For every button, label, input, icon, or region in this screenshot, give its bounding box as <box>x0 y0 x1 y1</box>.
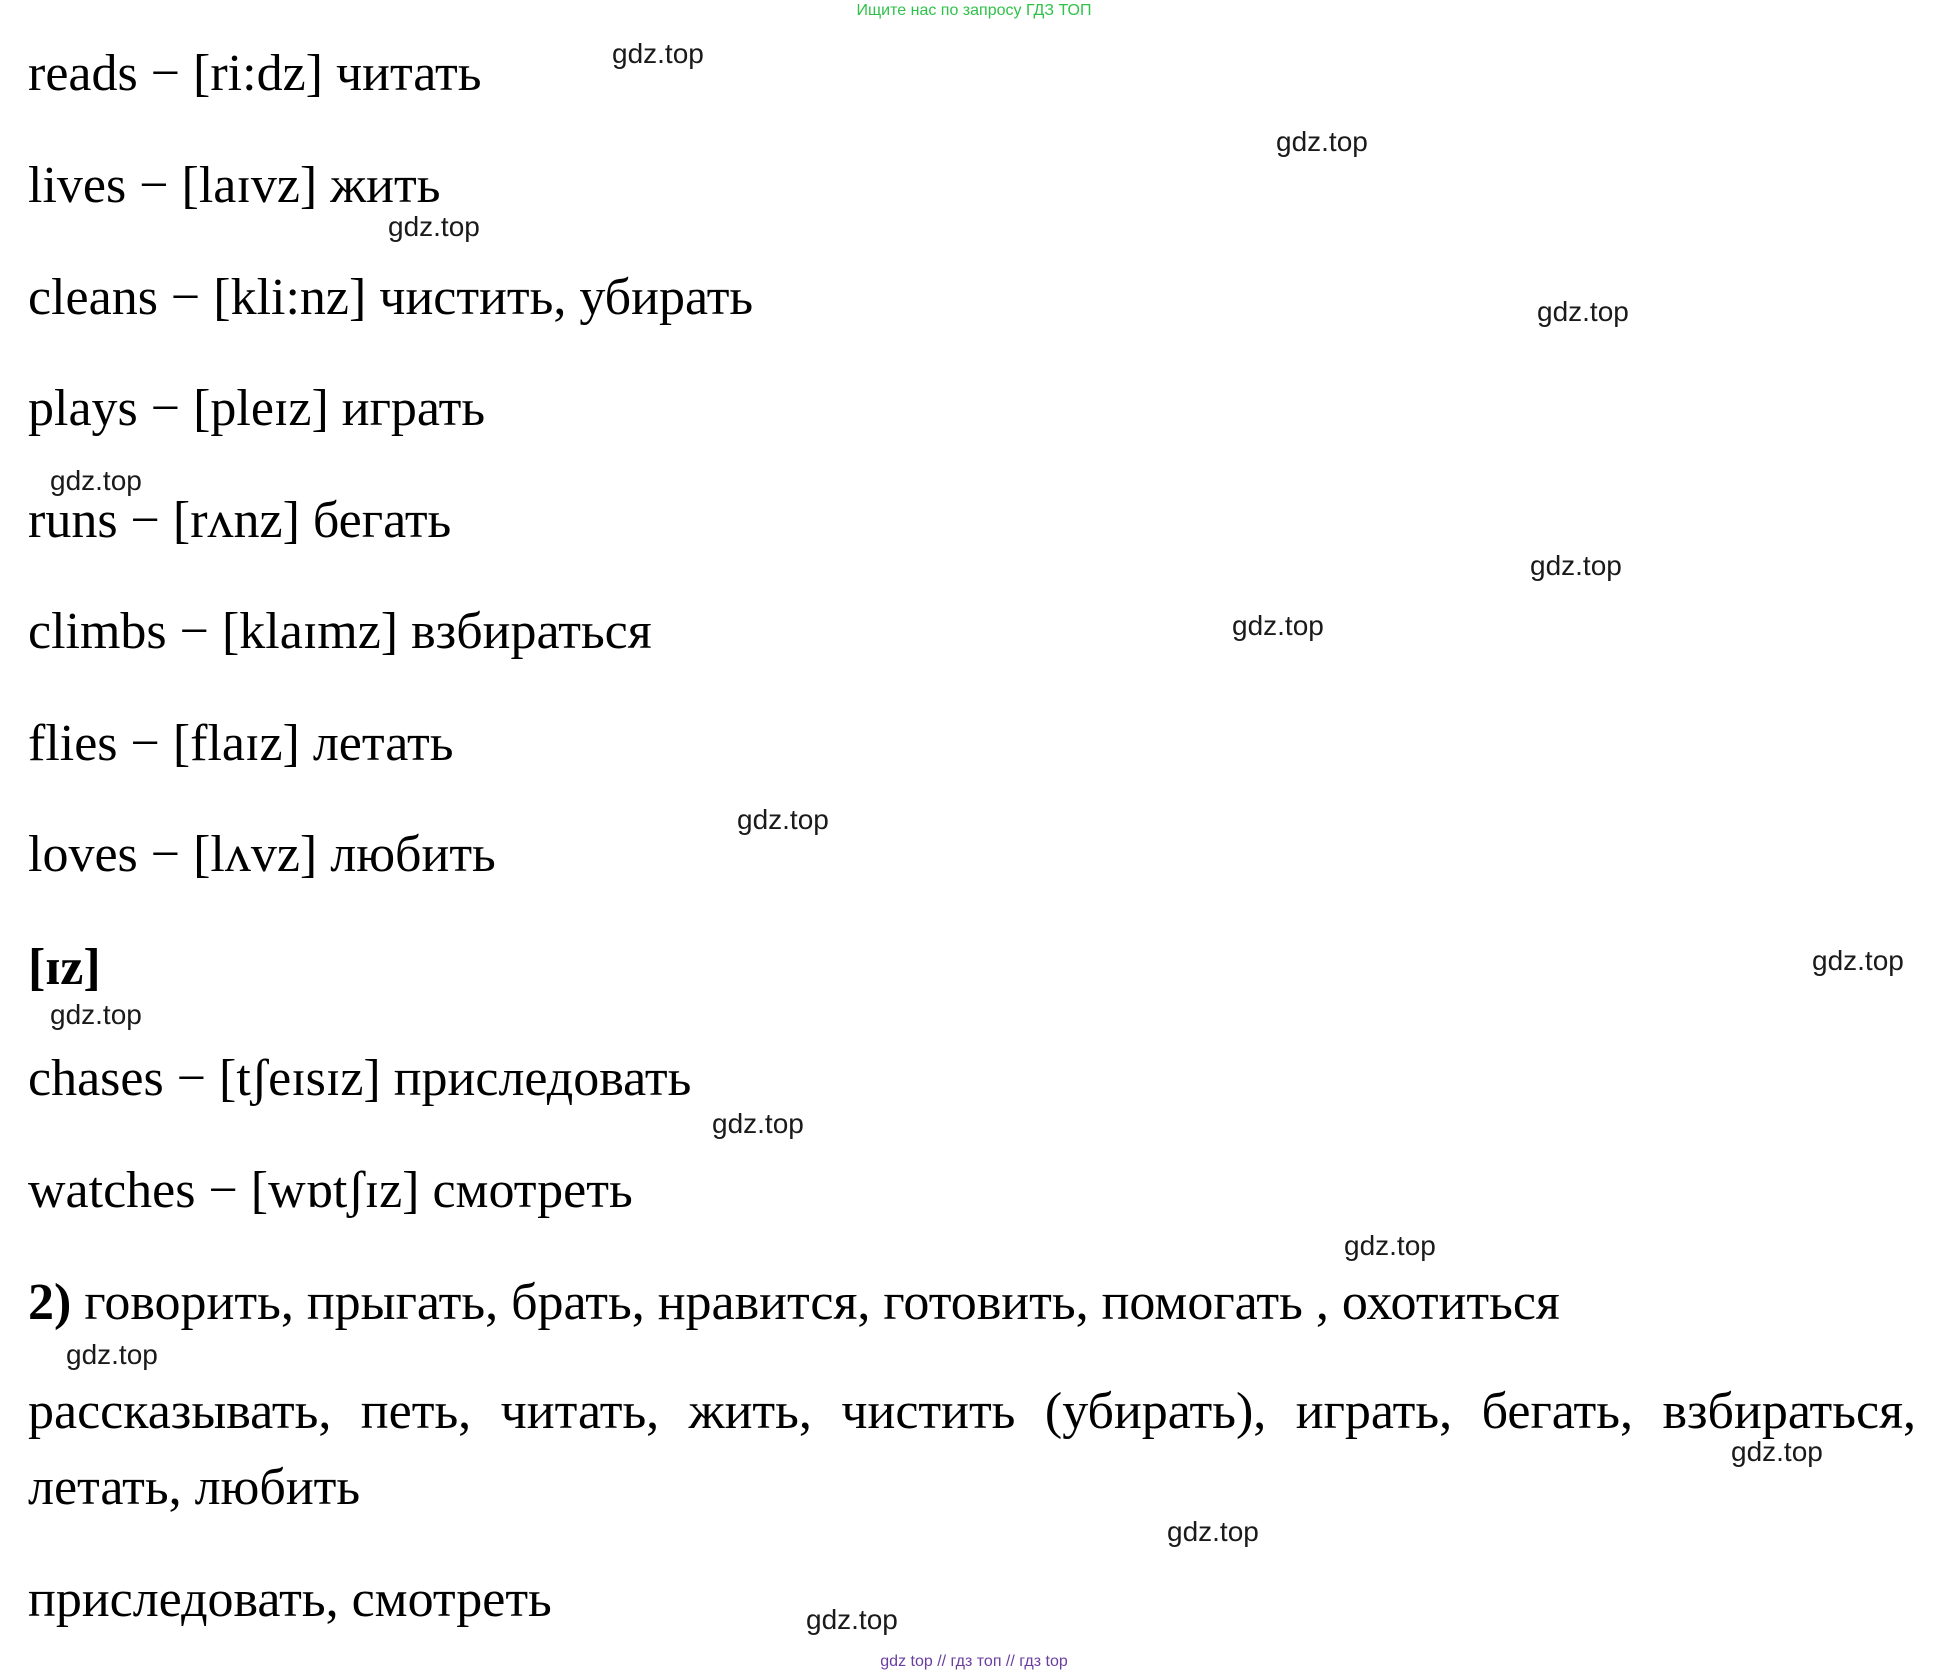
part2-number: 2) <box>28 1274 72 1331</box>
iz-heading: [ɪz] <box>28 939 101 996</box>
watermark: gdz.top <box>1812 945 1904 976</box>
entry-loves: loves − [lʌvz] любить <box>28 826 496 883</box>
entry-reads: reads − [ri:dz] читать <box>28 45 482 102</box>
entry-watches: watches − [wɒtʃɪz] смотреть <box>28 1162 633 1219</box>
watermark: gdz.top <box>50 465 142 496</box>
part2-line1 <box>28 1274 1560 1331</box>
entry-flies: flies − [flaɪz] летать <box>28 715 454 772</box>
watermark: gdz.top <box>612 38 704 69</box>
header-note: Ищите нас по запросу ГДЗ ТОП <box>856 2 1092 19</box>
watermark: gdz.top <box>1167 1516 1259 1547</box>
watermark: gdz.top <box>1344 1230 1436 1261</box>
watermark: gdz.top <box>806 1604 898 1635</box>
entry-lives: lives − [laɪvz] жить <box>28 157 441 214</box>
part2-line3: приследовать, смотреть <box>28 1571 552 1628</box>
watermark: gdz.top <box>1731 1436 1823 1467</box>
entry-runs: runs − [rʌnz] бегать <box>28 492 452 549</box>
entry-plays: plays − [pleɪz] играть <box>28 380 486 437</box>
entry-chases: chases − [tʃeɪsɪz] приследовать <box>28 1050 692 1107</box>
watermark: gdz.top <box>712 1108 804 1139</box>
watermark: gdz.top <box>66 1339 158 1370</box>
entry-cleans: cleans − [kli:nz] чистить, убирать <box>28 269 754 326</box>
watermark: gdz.top <box>737 804 829 835</box>
part2-line2: рассказывать, петь, читать, жить, чистить (убирать), играть, бегать, взбираться, летать, любить <box>28 1383 1916 1516</box>
watermark: gdz.top <box>388 211 480 242</box>
footer-note: gdz top // гдз топ // гдз top <box>880 1653 1068 1670</box>
part2-words-1: говорить, прыгать, брать, нравится, готовить, помогать , охотиться <box>84 1274 1560 1331</box>
watermark: gdz.top <box>1537 296 1629 327</box>
watermark: gdz.top <box>1276 126 1368 157</box>
watermark: gdz.top <box>1530 550 1622 581</box>
watermark: gdz.top <box>1232 610 1324 641</box>
entry-climbs: climbs − [klaɪmz] взбираться <box>28 603 652 660</box>
watermark: gdz.top <box>50 999 142 1030</box>
